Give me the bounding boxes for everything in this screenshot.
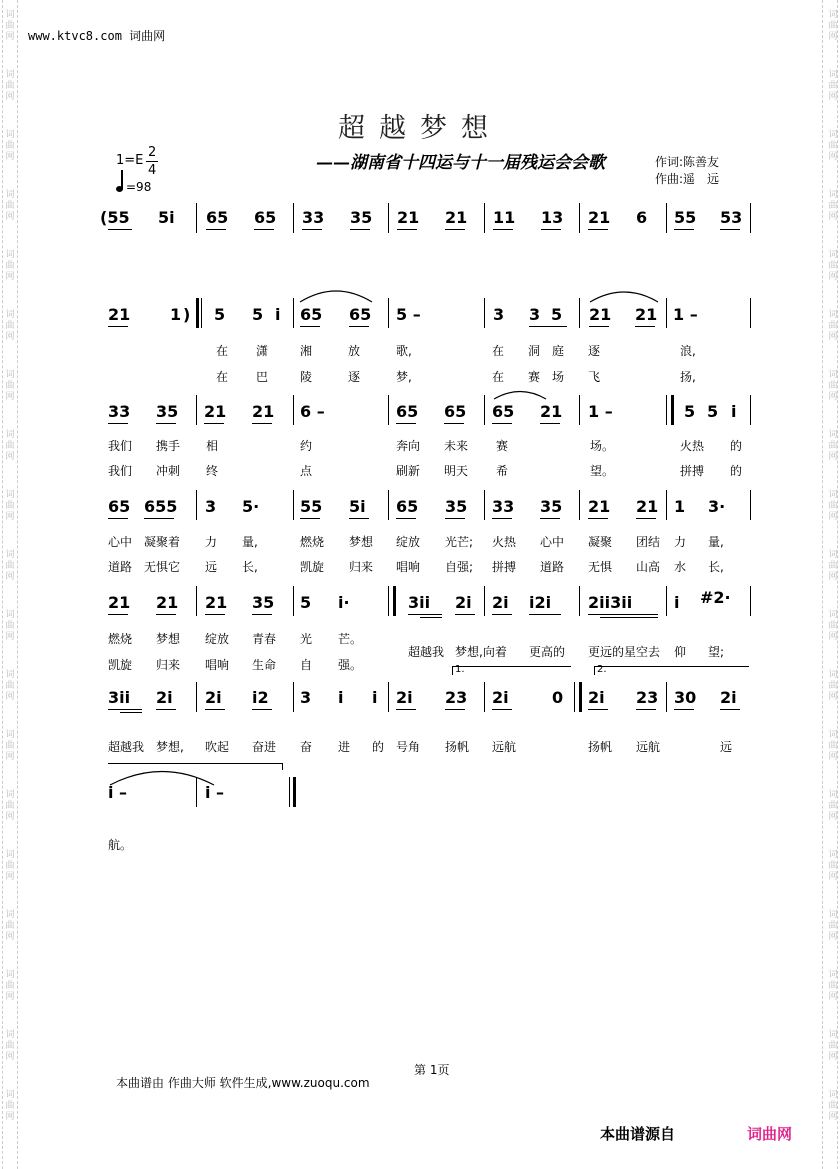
note: #2· bbox=[700, 588, 731, 607]
lyric-syllable: 刷新 bbox=[396, 464, 421, 478]
note: 33 bbox=[492, 497, 515, 516]
lyric-syllable: 梦想,向着 bbox=[455, 645, 507, 659]
lyric-syllable: 光 bbox=[300, 632, 313, 646]
lyric-syllable: 生命 bbox=[252, 658, 277, 672]
note: 3ii bbox=[108, 688, 131, 707]
note: 13 bbox=[541, 208, 564, 227]
lyric-syllable: 归来 bbox=[349, 560, 374, 574]
lyric-syllable: 远航 bbox=[492, 740, 517, 754]
watermark-text: 词 曲 网 bbox=[5, 70, 15, 102]
lyric-syllable: 拼搏 bbox=[492, 560, 517, 574]
watermark-text: 词 曲 网 bbox=[828, 190, 838, 222]
lyric-syllable: 长, bbox=[242, 560, 258, 574]
note: 2i bbox=[455, 593, 472, 612]
lyric-syllable: 相 bbox=[206, 439, 219, 453]
note: 2ii3ii bbox=[588, 593, 633, 612]
lyric-syllable: 超越我 bbox=[408, 645, 445, 659]
lyric-syllable: 芒。 bbox=[338, 632, 363, 646]
note: 3ii bbox=[408, 593, 431, 612]
lyric-syllable: 吹起 bbox=[205, 740, 230, 754]
note: 33 bbox=[108, 402, 131, 421]
watermark-text: 词 曲 网 bbox=[5, 190, 15, 222]
lyric-syllable: 洞 bbox=[528, 344, 541, 358]
lyric-syllable: 唱响 bbox=[205, 658, 230, 672]
note: 0 bbox=[552, 688, 564, 707]
note: 2i bbox=[588, 688, 605, 707]
lyric-syllable: 的 bbox=[730, 464, 743, 478]
lyric-syllable: 在 bbox=[216, 370, 229, 384]
song-title: 超越梦想 bbox=[338, 113, 502, 144]
lyric-syllable: 无惧它 bbox=[144, 560, 181, 574]
watermark-text: 词 曲 网 bbox=[5, 970, 15, 1002]
lyric-syllable: 奔向 bbox=[396, 439, 421, 453]
watermark-text: 词 曲 网 bbox=[5, 370, 15, 402]
lyric-syllable: 我们 bbox=[108, 439, 133, 453]
note: 35 bbox=[445, 497, 468, 516]
watermark-text: 词 曲 网 bbox=[5, 490, 15, 522]
generator-note: 本曲谱由 作曲大师 软件生成,www.zuoqu.com bbox=[116, 1076, 370, 1090]
lyric-syllable: 逐 bbox=[588, 344, 601, 358]
note: 23 bbox=[636, 688, 659, 707]
lyric-syllable: 水 bbox=[674, 560, 687, 574]
note: 2i bbox=[156, 688, 173, 707]
lyric-syllable: 携手 bbox=[156, 439, 181, 453]
note: 5i bbox=[349, 497, 366, 516]
note: ) bbox=[183, 305, 191, 324]
lyric-syllable: 浪, bbox=[680, 344, 696, 358]
lyric-syllable: 庭 bbox=[552, 344, 565, 358]
lyric-syllable: 自 bbox=[300, 658, 313, 672]
note: 2i bbox=[720, 688, 737, 707]
watermark-text: 词 曲 网 bbox=[5, 670, 15, 702]
note: i· bbox=[338, 593, 350, 612]
note: 21 bbox=[445, 208, 468, 227]
lyric-syllable: 燃烧 bbox=[108, 632, 133, 646]
watermark-text: 词 曲 网 bbox=[828, 310, 838, 342]
note: 1 – bbox=[588, 402, 613, 421]
watermark-text: 词 曲 网 bbox=[5, 1090, 15, 1122]
lyric-syllable: 的 bbox=[372, 740, 385, 754]
watermark-text: 词 曲 网 bbox=[828, 1090, 838, 1122]
lyric-syllable: 歌, bbox=[396, 344, 412, 358]
lyric-syllable: 梦想 bbox=[156, 632, 181, 646]
note: 3 bbox=[529, 305, 541, 324]
note: 1 bbox=[170, 305, 182, 324]
lyric-syllable: 量, bbox=[242, 535, 258, 549]
note: 35 bbox=[252, 593, 275, 612]
lyric-syllable: 仰 bbox=[674, 645, 687, 659]
note: i bbox=[338, 688, 344, 707]
lyric-syllable: 心中 bbox=[108, 535, 133, 549]
lyric-syllable: 场。 bbox=[590, 439, 615, 453]
note: 3 bbox=[493, 305, 505, 324]
note: 21 bbox=[205, 593, 228, 612]
lyric-syllable: 量, bbox=[708, 535, 724, 549]
lyric-syllable: 凯旋 bbox=[300, 560, 325, 574]
lyric-syllable: 燃烧 bbox=[300, 535, 325, 549]
watermark-text: 词 曲 网 bbox=[828, 790, 838, 822]
note: 21 bbox=[108, 593, 131, 612]
note: i – bbox=[108, 783, 128, 802]
lyric-syllable: 唱响 bbox=[396, 560, 421, 574]
tempo-marking: =98 bbox=[126, 180, 152, 194]
note: 65 bbox=[444, 402, 467, 421]
note: 2i bbox=[492, 688, 509, 707]
time-signature-bottom: 4 bbox=[148, 163, 157, 178]
lyric-syllable: 在 bbox=[216, 344, 229, 358]
watermark-text: 词 曲 网 bbox=[828, 910, 838, 942]
source-brand[interactable]: 词曲网 bbox=[747, 1125, 793, 1143]
watermark-text: 词 曲 网 bbox=[5, 790, 15, 822]
note: i2i bbox=[529, 593, 552, 612]
lyric-syllable: 逐 bbox=[348, 370, 361, 384]
note: 55 bbox=[674, 208, 697, 227]
lyric-syllable: 扬帆 bbox=[445, 740, 470, 754]
key-signature: 1=E bbox=[116, 153, 144, 168]
lyric-syllable: 号角 bbox=[396, 740, 421, 754]
lyric-syllable: 在 bbox=[492, 370, 505, 384]
note: i – bbox=[205, 783, 225, 802]
note: 3· bbox=[708, 497, 726, 516]
watermark-text: 词 曲 网 bbox=[5, 730, 15, 762]
time-signature-top: 2 bbox=[148, 145, 157, 160]
watermark-text: 词 曲 网 bbox=[828, 10, 838, 42]
lyric-syllable: 航。 bbox=[108, 838, 133, 852]
watermark-text: 词 曲 网 bbox=[5, 310, 15, 342]
watermark-text: 词 曲 网 bbox=[828, 250, 838, 282]
watermark-text: 词 曲 网 bbox=[828, 430, 838, 462]
lyric-syllable: 望; bbox=[708, 645, 725, 659]
note: 53 bbox=[720, 208, 743, 227]
watermark-text: 词 曲 网 bbox=[5, 850, 15, 882]
note: 11 bbox=[493, 208, 516, 227]
note: 21 bbox=[635, 305, 658, 324]
lyric-syllable: 在 bbox=[492, 344, 505, 358]
note: 35 bbox=[540, 497, 563, 516]
note: 35 bbox=[156, 402, 179, 421]
lyric-syllable: 道路 bbox=[540, 560, 565, 574]
lyric-syllable: 希 bbox=[496, 464, 509, 478]
lyric-syllable: 道路 bbox=[108, 560, 133, 574]
watermark-text: 词 曲 网 bbox=[828, 670, 838, 702]
watermark-text: 词 曲 网 bbox=[828, 730, 838, 762]
note: 5· bbox=[242, 497, 260, 516]
lyric-syllable: 湘 bbox=[300, 344, 313, 358]
note: 23 bbox=[445, 688, 468, 707]
note: i bbox=[372, 688, 378, 707]
lyric-syllable: 约 bbox=[300, 439, 313, 453]
note: 65 bbox=[396, 402, 419, 421]
lyric-syllable: 火热 bbox=[492, 535, 517, 549]
lyric-syllable: 强。 bbox=[338, 658, 363, 672]
lyric-syllable: 更远的星空去 bbox=[588, 645, 661, 659]
note: 655 bbox=[144, 497, 178, 516]
lyric-syllable: 光芒; bbox=[445, 535, 474, 549]
note: 5 bbox=[300, 593, 312, 612]
watermark-text: 词 曲 网 bbox=[5, 430, 15, 462]
lyric-syllable: 点 bbox=[300, 464, 313, 478]
note: i bbox=[731, 402, 737, 421]
lyric-syllable: 心中 bbox=[540, 535, 565, 549]
watermark-text: 词 曲 网 bbox=[828, 610, 838, 642]
note: 21 bbox=[589, 305, 612, 324]
note: 65 bbox=[396, 497, 419, 516]
lyric-syllable: 明天 bbox=[444, 464, 469, 478]
watermark-text: 词 曲 网 bbox=[828, 850, 838, 882]
lyric-syllable: 赛 bbox=[496, 439, 509, 453]
lyric-syllable: 我们 bbox=[108, 464, 133, 478]
note: 1 bbox=[674, 497, 686, 516]
note: 5 bbox=[214, 305, 226, 324]
volta-1: 1. bbox=[455, 664, 465, 675]
lyric-syllable: 无惧 bbox=[588, 560, 613, 574]
watermark-text: 词 曲 网 bbox=[828, 70, 838, 102]
lyric-syllable: 远 bbox=[205, 560, 218, 574]
lyric-syllable: 场 bbox=[552, 370, 565, 384]
note: i bbox=[275, 305, 281, 324]
note: 21 bbox=[636, 497, 659, 516]
lyric-syllable: 扬帆 bbox=[588, 740, 613, 754]
lyric-syllable: 凯旋 bbox=[108, 658, 133, 672]
watermark-text: 词 曲 网 bbox=[5, 130, 15, 162]
lyric-syllable: 山高 bbox=[636, 560, 661, 574]
lyric-syllable: 长, bbox=[708, 560, 724, 574]
song-subtitle: ——湖南省十四运与十一届残运会会歌 bbox=[316, 153, 605, 173]
note: 5 bbox=[684, 402, 696, 421]
lyric-syllable: 放 bbox=[348, 344, 361, 358]
note: 5 – bbox=[396, 305, 421, 324]
note: 5 bbox=[252, 305, 264, 324]
note: 21 bbox=[588, 208, 611, 227]
composer: 作曲:遥 远 bbox=[655, 172, 720, 186]
watermark-text: 词 曲 网 bbox=[828, 550, 838, 582]
lyric-syllable: 终 bbox=[206, 464, 219, 478]
note: 2i bbox=[205, 688, 222, 707]
note: 3 bbox=[300, 688, 312, 707]
lyric-syllable: 未来 bbox=[444, 439, 469, 453]
note: 21 bbox=[588, 497, 611, 516]
note: 5i bbox=[158, 208, 175, 227]
lyric-syllable: 超越我 bbox=[108, 740, 145, 754]
lyric-syllable: 奋 bbox=[300, 740, 313, 754]
note: 55 bbox=[300, 497, 323, 516]
lyric-syllable: 更高的 bbox=[529, 645, 566, 659]
lyric-syllable: 自强; bbox=[445, 560, 474, 574]
note: 65 bbox=[108, 497, 131, 516]
lyric-syllable: 扬, bbox=[680, 370, 696, 384]
note: 1 – bbox=[673, 305, 698, 324]
note: (55 bbox=[100, 208, 130, 227]
note: i bbox=[674, 593, 680, 612]
lyric-syllable: 望。 bbox=[590, 464, 615, 478]
note: 2i bbox=[396, 688, 413, 707]
source-label: 本曲谱源自 bbox=[600, 1125, 676, 1143]
lyric-syllable: 赛 bbox=[528, 370, 541, 384]
watermark-text: 词 曲 网 bbox=[828, 490, 838, 522]
lyric-syllable: 力 bbox=[205, 535, 218, 549]
note: 21 bbox=[397, 208, 420, 227]
watermark-text: 词 曲 网 bbox=[5, 910, 15, 942]
lyric-syllable: 青春 bbox=[252, 632, 277, 646]
note: 21 bbox=[108, 305, 131, 324]
note: 65 bbox=[492, 402, 515, 421]
lyric-syllable: 凝聚着 bbox=[144, 535, 181, 549]
lyric-syllable: 梦想, bbox=[156, 740, 184, 754]
watermark-text: 词 曲 网 bbox=[5, 550, 15, 582]
note: 6 – bbox=[300, 402, 325, 421]
watermark-text: 词 曲 网 bbox=[5, 10, 15, 42]
volta-2: 2. bbox=[597, 664, 607, 675]
watermark-text: 词 曲 网 bbox=[828, 370, 838, 402]
watermark-text: 词 曲 网 bbox=[828, 970, 838, 1002]
lyric-syllable: 凝聚 bbox=[588, 535, 613, 549]
lyric-syllable: 力 bbox=[674, 535, 687, 549]
lyric-syllable: 团结 bbox=[636, 535, 661, 549]
lyric-syllable: 梦, bbox=[396, 370, 412, 384]
lyric-syllable: 奋进 bbox=[252, 740, 277, 754]
lyric-syllable: 拼搏 bbox=[680, 464, 705, 478]
lyric-syllable: 火热 bbox=[680, 439, 705, 453]
watermark-text: 词 曲 网 bbox=[5, 250, 15, 282]
lyric-syllable: 冲刺 bbox=[156, 464, 181, 478]
lyricist: 作词:陈善友 bbox=[655, 155, 720, 169]
note: 65 bbox=[206, 208, 229, 227]
note: 35 bbox=[350, 208, 373, 227]
lyric-syllable: 绽放 bbox=[396, 535, 421, 549]
note: i2 bbox=[252, 688, 269, 707]
site-url[interactable]: www.ktvc8.com 词曲网 bbox=[28, 29, 166, 43]
note: 21 bbox=[252, 402, 275, 421]
note: 6 bbox=[636, 208, 648, 227]
watermark-text: 词 曲 网 bbox=[5, 1030, 15, 1062]
lyric-syllable: 远航 bbox=[636, 740, 661, 754]
lyric-syllable: 的 bbox=[730, 439, 743, 453]
watermark-text: 词 曲 网 bbox=[5, 610, 15, 642]
lyric-syllable: 陵 bbox=[300, 370, 313, 384]
lyric-syllable: 进 bbox=[338, 740, 351, 754]
lyric-syllable: 归来 bbox=[156, 658, 181, 672]
lyric-syllable: 绽放 bbox=[205, 632, 230, 646]
watermark-text: 词 曲 网 bbox=[828, 130, 838, 162]
note: 33 bbox=[302, 208, 325, 227]
page-number: 第 1页 bbox=[414, 1063, 450, 1077]
note: 65 bbox=[300, 305, 323, 324]
note: 2i bbox=[492, 593, 509, 612]
note: 21 bbox=[156, 593, 179, 612]
watermark-text: 词 曲 网 bbox=[828, 1030, 838, 1062]
note: 65 bbox=[254, 208, 277, 227]
lyric-syllable: 梦想 bbox=[349, 535, 374, 549]
note: 3 bbox=[205, 497, 217, 516]
lyric-syllable: 巴 bbox=[256, 370, 269, 384]
lyric-syllable: 飞 bbox=[588, 370, 601, 384]
note: 21 bbox=[540, 402, 563, 421]
note: 5 bbox=[551, 305, 563, 324]
lyric-syllable: 潇 bbox=[256, 344, 269, 358]
note: 30 bbox=[674, 688, 697, 707]
note: 21 bbox=[204, 402, 227, 421]
note: 65 bbox=[349, 305, 372, 324]
note: 5 bbox=[707, 402, 719, 421]
lyric-syllable: 远 bbox=[720, 740, 733, 754]
